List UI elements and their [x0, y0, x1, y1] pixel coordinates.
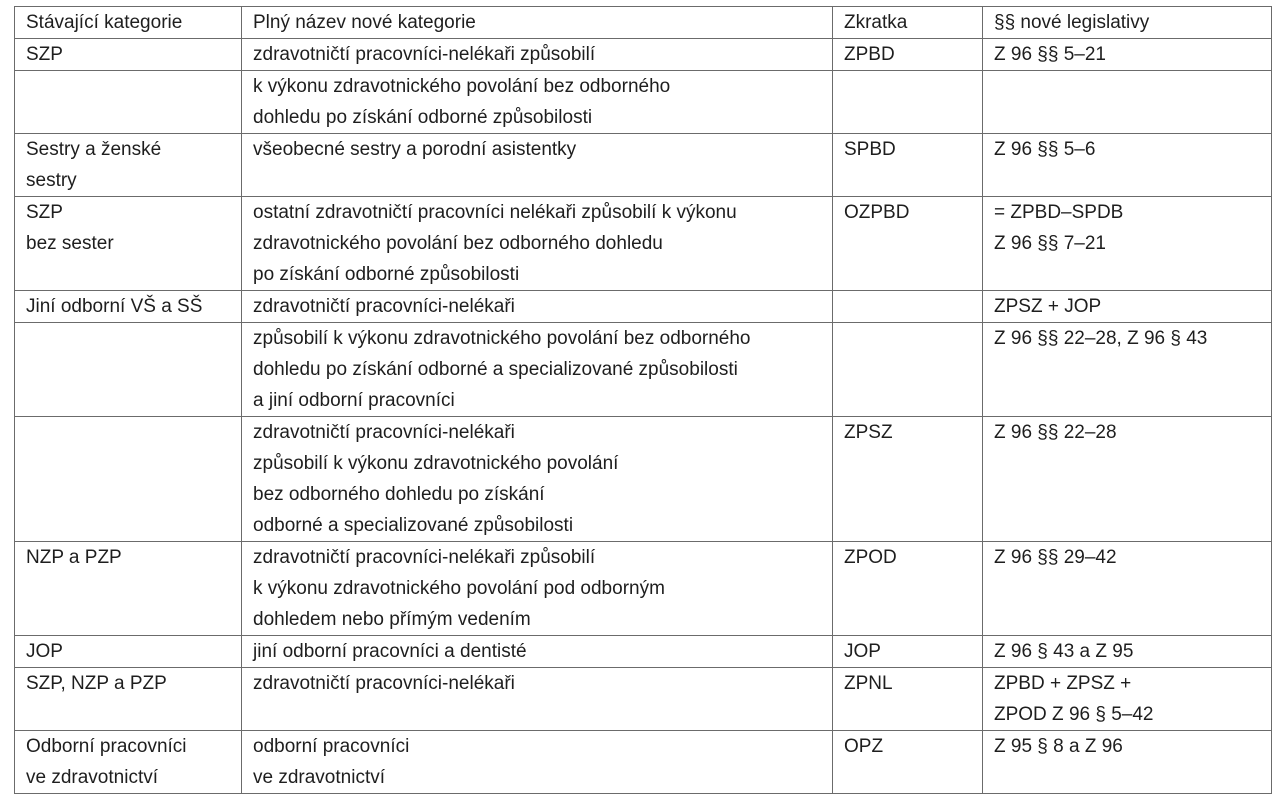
table-body [15, 39, 1272, 794]
current-category-cell [15, 668, 242, 731]
full-name-cell [242, 134, 833, 197]
header-legislation: §§ nové legislativy [983, 7, 1272, 39]
header-current-category: Stávající kategorie [15, 7, 242, 39]
cell-text-line: dohledu po získání odborné a specializované způsobilosti [253, 359, 738, 380]
table-row [15, 636, 1272, 668]
cell-text-line: po získání odborné způsobilosti [253, 264, 520, 285]
current-category-cell [15, 731, 242, 794]
table-header-row [15, 7, 1272, 39]
cell-text-line: Z 96 §§ 22–28, Z 96 § 43 [994, 328, 1208, 349]
full-name-cell [242, 291, 833, 323]
full-name-cell [242, 417, 833, 542]
table-row [15, 731, 1272, 794]
table-row [15, 197, 1272, 291]
legislation-cell [983, 417, 1272, 542]
cell-text-line: ostatní zdravotničtí pracovníci nelékaři způsobilí k výkonu [253, 202, 737, 223]
cell-text-line: OZPBD [844, 202, 910, 223]
cell-text-line: SZP, NZP a PZP [26, 673, 167, 694]
cell-text-line: ZPOD Z 96 § 5–42 [994, 704, 1154, 725]
cell-text-line: SZP [26, 44, 63, 65]
cell-text-line: k výkonu zdravotnického povolání bez odborného [253, 76, 671, 97]
legislation-cell [983, 323, 1272, 417]
full-name-cell [242, 71, 833, 134]
cell-text-line: bez sester [26, 233, 114, 254]
legislation-cell [983, 197, 1272, 291]
abbreviation-cell [833, 71, 983, 134]
abbreviation-cell [833, 417, 983, 542]
abbreviation-cell [833, 39, 983, 71]
cell-text-line: dohledem nebo přímým vedením [253, 609, 531, 630]
cell-text-line: odborné a specializované způsobilosti [253, 515, 574, 536]
cell-text-line: Z 96 §§ 5–21 [994, 44, 1106, 65]
header-abbreviation: Zkratka [833, 7, 983, 39]
cell-text-line: ZPBD + ZPSZ + [994, 673, 1132, 694]
cell-text-line: Z 96 §§ 29–42 [994, 547, 1117, 568]
full-name-cell [242, 197, 833, 291]
abbreviation-cell [833, 668, 983, 731]
category-table [14, 6, 1272, 794]
table-row [15, 39, 1272, 71]
abbreviation-cell [833, 291, 983, 323]
cell-text-line: ve zdravotnictví [253, 767, 385, 788]
abbreviation-cell [833, 197, 983, 291]
cell-text-line: Z 95 § 8 a Z 96 [994, 736, 1123, 757]
cell-text-line: Z 96 §§ 22–28 [994, 422, 1117, 443]
full-name-cell [242, 542, 833, 636]
cell-text-line: ZPSZ [844, 422, 893, 443]
table-row [15, 668, 1272, 731]
table-row [15, 417, 1272, 542]
legislation-cell [983, 542, 1272, 636]
cell-text-line: zdravotničtí pracovníci-nelékaři [253, 673, 515, 694]
cell-text-line: bez odborného dohledu po získání [253, 484, 545, 505]
full-name-cell [242, 636, 833, 668]
legislation-cell [983, 731, 1272, 794]
table-row [15, 71, 1272, 134]
cell-text-line: = ZPBD–SPDB [994, 202, 1124, 223]
current-category-cell [15, 323, 242, 417]
cell-text-line: SPBD [844, 139, 896, 160]
cell-text-line: dohledu po získání odborné způsobilosti [253, 107, 593, 128]
cell-text-line: zdravotničtí pracovníci-nelékaři [253, 296, 515, 317]
legislation-cell [983, 636, 1272, 668]
full-name-cell [242, 731, 833, 794]
cell-text-line: způsobilí k výkonu zdravotnického povolání [253, 453, 619, 474]
table-row [15, 134, 1272, 197]
cell-text-line: zdravotničtí pracovníci-nelékaři způsobilí [253, 547, 596, 568]
current-category-cell [15, 291, 242, 323]
cell-text-line: způsobilí k výkonu zdravotnického povolání bez odborného [253, 328, 751, 349]
cell-text-line: Z 96 § 43 a Z 95 [994, 641, 1134, 662]
category-table-container [14, 6, 1271, 794]
current-category-cell [15, 197, 242, 291]
abbreviation-cell [833, 636, 983, 668]
cell-text-line: Z 96 §§ 7–21 [994, 233, 1106, 254]
legislation-cell [983, 668, 1272, 731]
full-name-cell [242, 668, 833, 731]
legislation-cell [983, 39, 1272, 71]
table-row [15, 542, 1272, 636]
current-category-cell [15, 71, 242, 134]
current-category-cell [15, 417, 242, 542]
cell-text-line: ZPSZ + JOP [994, 296, 1102, 317]
legislation-cell [983, 71, 1272, 134]
cell-text-line: Jiní odborní VŠ a SŠ [26, 296, 203, 317]
cell-text-line: zdravotničtí pracovníci-nelékaři způsobilí [253, 44, 596, 65]
cell-text-line: Z 96 §§ 5–6 [994, 139, 1096, 160]
current-category-cell [15, 134, 242, 197]
cell-text-line: zdravotnického povolání bez odborného dohledu [253, 233, 663, 254]
full-name-cell [242, 323, 833, 417]
cell-text-line: ZPBD [844, 44, 895, 65]
cell-text-line: ZPOD [844, 547, 897, 568]
cell-text-line: SZP [26, 202, 63, 223]
abbreviation-cell [833, 542, 983, 636]
cell-text-line: jiní odborní pracovníci a dentisté [253, 641, 527, 662]
table-row [15, 323, 1272, 417]
abbreviation-cell [833, 134, 983, 197]
legislation-cell [983, 291, 1272, 323]
cell-text-line: Sestry a ženské [26, 139, 162, 160]
cell-text-line: JOP [26, 641, 63, 662]
legislation-cell [983, 134, 1272, 197]
cell-text-line: sestry [26, 170, 77, 191]
table-row [15, 291, 1272, 323]
current-category-cell [15, 39, 242, 71]
cell-text-line: Odborní pracovníci [26, 736, 187, 757]
cell-text-line: JOP [844, 641, 881, 662]
cell-text-line: a jiní odborní pracovníci [253, 390, 455, 411]
abbreviation-cell [833, 731, 983, 794]
header-full-name: Plný název nové kategorie [242, 7, 833, 39]
abbreviation-cell [833, 323, 983, 417]
cell-text-line: OPZ [844, 736, 884, 757]
cell-text-line: ve zdravotnictví [26, 767, 158, 788]
cell-text-line: odborní pracovníci [253, 736, 410, 757]
cell-text-line: k výkonu zdravotnického povolání pod odborným [253, 578, 665, 599]
cell-text-line: ZPNL [844, 673, 893, 694]
current-category-cell [15, 542, 242, 636]
full-name-cell [242, 39, 833, 71]
cell-text-line: všeobecné sestry a porodní asistentky [253, 139, 577, 160]
current-category-cell [15, 636, 242, 668]
cell-text-line: zdravotničtí pracovníci-nelékaři [253, 422, 515, 443]
cell-text-line: NZP a PZP [26, 547, 122, 568]
